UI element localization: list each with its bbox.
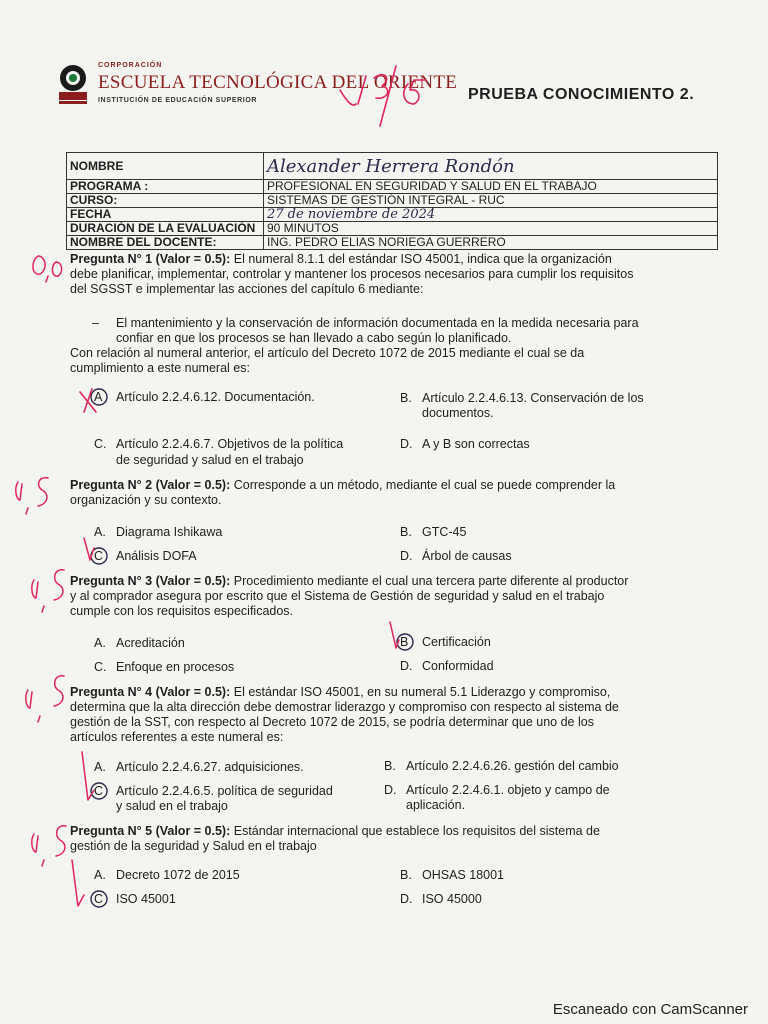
option-letter: B.	[400, 525, 412, 539]
question-text: determina que la alta dirección debe demostrar liderazgo y compromiso con respecto al sistema de	[70, 700, 619, 714]
label-cell: NOMBRE	[67, 153, 264, 180]
check-mark	[82, 752, 94, 800]
question-text: organización y su contexto.	[70, 493, 222, 507]
bullet-text: El mantenimiento y la conservación de información documentada en la medida necesaria para	[116, 316, 639, 330]
institution-subtitle: INSTITUCIÓN DE EDUCACIÓN SUPERIOR	[98, 97, 258, 104]
option-letter: D.	[400, 659, 413, 673]
label-cell: PROGRAMA :	[67, 180, 264, 194]
value-cell: PROFESIONAL EN SEGURIDAD Y SALUD EN EL TRABAJO	[264, 180, 718, 194]
label-cell: NOMBRE DEL DOCENTE:	[67, 236, 264, 250]
question-text: Con relación al numeral anterior, el artículo del Decreto 1072 de 2015 mediante el cual se da	[70, 346, 585, 360]
scanner-watermark: Escaneado con CamScanner	[552, 1001, 748, 1018]
option-text: y salud en el trabajo	[116, 799, 228, 813]
option-text: GTC-45	[422, 525, 467, 539]
option-letter: A	[94, 390, 103, 404]
option-letter: D.	[400, 437, 413, 451]
option-text: Artículo 2.2.4.6.5. política de seguridad	[116, 784, 333, 798]
option-text: aplicación.	[406, 798, 466, 812]
score-q2	[16, 478, 48, 514]
option-letter: A.	[94, 636, 106, 650]
option-text: Artículo 2.2.4.6.1. objeto y campo de	[406, 783, 610, 797]
grade-total	[340, 66, 426, 126]
option-letter: C	[94, 892, 104, 906]
question-text: Estándar internacional que establece los requisitos del sistema de	[233, 824, 600, 838]
date-handwritten: 27 de noviembre de 2024	[264, 208, 718, 222]
question-text: cumplimiento a este numeral es:	[70, 361, 250, 375]
option-text: Árbol de causas	[422, 549, 512, 563]
option-text: ISO 45001	[116, 892, 176, 906]
question-heading: Pregunta N° 1 (Valor = 0.5):	[70, 252, 231, 266]
option-text: Artículo 2.2.4.6.12. Documentación.	[116, 390, 315, 404]
option-text: Artículo 2.2.4.6.26. gestión del cambio	[406, 759, 619, 773]
option-letter: B	[400, 635, 409, 649]
wrong-mark	[80, 389, 96, 412]
option-letter: C	[94, 784, 104, 798]
label-cell: FECHA	[67, 208, 264, 222]
question-text: gestión de la SST, con respecto al Decreto 1072 de 2015, se podría determinar que uno de los	[70, 715, 594, 729]
option-letter: B.	[384, 759, 396, 773]
option-letter: A.	[94, 868, 106, 882]
option-letter: B.	[400, 391, 412, 405]
option-text: Enfoque en procesos	[116, 660, 235, 674]
option-letter: D.	[400, 892, 413, 906]
option-letter: A.	[94, 760, 106, 774]
answer-circle	[397, 634, 413, 650]
question-text: gestión de la seguridad y Salud en el trabajo	[70, 839, 317, 853]
score-q3	[32, 570, 64, 612]
question-heading: Pregunta N° 5 (Valor = 0.5):	[70, 824, 231, 838]
label-cell: CURSO:	[67, 194, 264, 208]
check-mark	[72, 860, 84, 906]
option-text: OHSAS 18001	[422, 868, 504, 882]
option-letter: C.	[94, 437, 107, 451]
option-text: Artículo 2.2.4.6.27. adquisiciones.	[116, 760, 304, 774]
test-title: PRUEBA CONOCIMIENTO 2.	[468, 86, 695, 103]
option-text: de seguridad y salud en el trabajo	[116, 453, 304, 467]
question-text: Corresponde a un método, mediante el cual se puede comprender la	[233, 478, 616, 492]
score-q5	[32, 826, 66, 866]
score-q1	[33, 256, 62, 282]
option-text: Conformidad	[422, 659, 494, 673]
option-text: documentos.	[422, 406, 494, 420]
option-text: Artículo 2.2.4.6.7. Objetivos de la política	[116, 437, 344, 451]
student-name-handwritten: Alexander Herrera Rondón	[264, 153, 718, 180]
option-text: Acreditación	[116, 636, 185, 650]
question-heading: Pregunta N° 2 (Valor = 0.5):	[70, 478, 231, 492]
question-text: artículos referentes a este numeral es:	[70, 730, 284, 744]
option-letter: B.	[400, 868, 412, 882]
label-cell: DURACIÓN DE LA EVALUACIÓN	[67, 222, 264, 236]
answer-circle	[91, 389, 107, 405]
score-q4	[26, 676, 64, 722]
option-text: Análisis DOFA	[116, 549, 197, 563]
value-cell: SISTEMAS DE GESTIÓN INTEGRAL - RUC	[264, 194, 718, 208]
value-cell: 90 MINUTOS	[264, 222, 718, 236]
option-letter: A.	[94, 525, 106, 539]
option-text: Artículo 2.2.4.6.13. Conservación de los	[422, 391, 644, 405]
option-text: Diagrama Ishikawa	[116, 525, 223, 539]
option-text: Certificación	[422, 635, 491, 649]
question-text: Procedimiento mediante el cual una tercera parte diferente al productor	[233, 574, 629, 588]
question-text: cumple con los requisitos especificados.	[70, 604, 294, 618]
option-letter: D.	[400, 549, 413, 563]
institution-corp-label: CORPORACIÓN	[98, 62, 163, 69]
option-letter: C	[94, 549, 104, 563]
option-text: ISO 45000	[422, 892, 482, 906]
institution-name: ESCUELA TECNOLÓGICA DEL ORIENTE	[98, 72, 458, 93]
option-letter: D.	[384, 783, 397, 797]
question-text: del SGSST e implementar las acciones del capítulo 6 mediante:	[70, 282, 424, 296]
question-text: debe planificar, implementar, controlar y mantener los procesos necesarios para cumplir los requisitos	[70, 267, 634, 281]
bullet-dash: –	[92, 316, 99, 330]
answer-circle	[91, 891, 107, 907]
check-mark	[390, 622, 399, 648]
question-heading: Pregunta N° 4 (Valor = 0.5):	[70, 685, 231, 699]
question-heading: Pregunta N° 3 (Valor = 0.5):	[70, 574, 231, 588]
question-text: El numeral 8.1.1 del estándar ISO 45001, indica que la organización	[233, 252, 612, 266]
bullet-text: confiar en que los procesos se han llevado a cabo según lo planificado.	[116, 331, 512, 345]
question-text: y al comprador asegura por escrito que el Sistema de Gestión de seguridad y salud en el trabajo	[70, 589, 605, 603]
option-text: Decreto 1072 de 2015	[116, 868, 240, 882]
option-letter: C.	[94, 660, 107, 674]
check-mark	[84, 538, 94, 560]
option-text: A y B son correctas	[422, 437, 530, 451]
question-text: El estándar ISO 45001, en su numeral 5.1 Liderazgo y compromiso,	[233, 685, 611, 699]
value-cell: ING. PEDRO ELIAS NORIEGA GUERRERO	[264, 236, 718, 250]
